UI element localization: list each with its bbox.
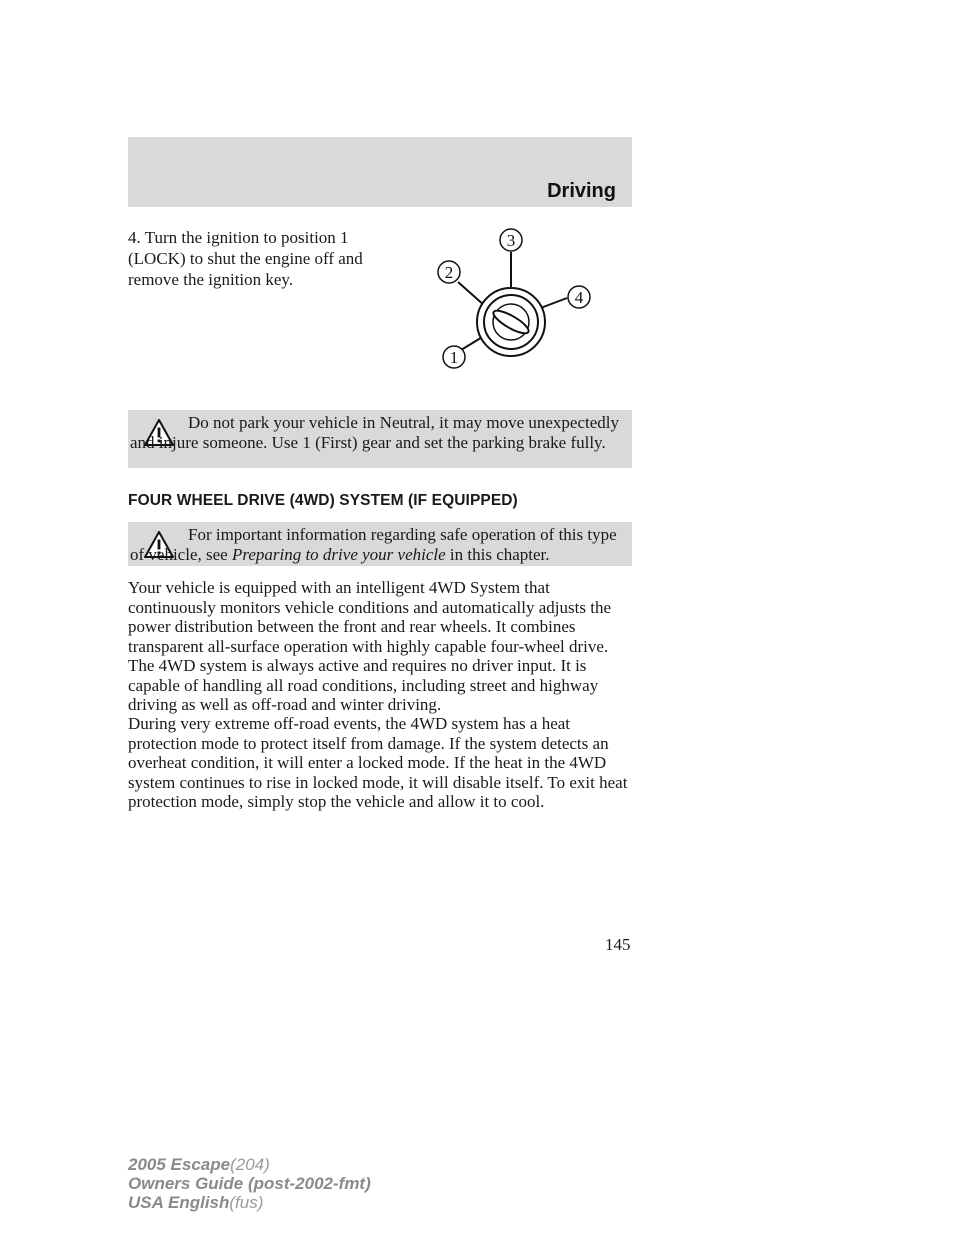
warning-text-after: in this chapter. <box>445 544 550 564</box>
svg-text:3: 3 <box>506 231 516 250</box>
ignition-cylinder-icon <box>477 288 545 356</box>
4wd-section-heading: FOUR WHEEL DRIVE (4WD) SYSTEM (IF EQUIPPED) <box>128 492 518 509</box>
section-title: Driving <box>547 180 616 202</box>
position-2-leader <box>458 282 485 306</box>
paragraph-always-active: The 4WD system is always active and requires no driver input. It is capable of handling all road conditions, including street and highway driving as well as off-road and winter driving. <box>128 656 599 714</box>
chapter-reference: Preparing to drive your vehicle <box>231 544 446 564</box>
paragraph-heat-protection: During very extreme off-road events, the 4WD system has a heat protection mode to protect itself from damage. If the system detects an overheat condition, it will enter a locked mode. If the heat in the 4WD system continues to rise in locked mode, it will disable itself. To exit heat protection mode, simply stop the vehicle and allow it to cool. <box>128 714 628 811</box>
paragraph-intelligent-4wd: Your vehicle is equipped with an intelligent 4WD System that continuously monitors vehicle conditions and automatically adjusts the power distribution between the front and rear wheels. It combines transparent all-surface operation with highly capable four-wheel drive. <box>128 578 611 656</box>
position-3-label <box>500 229 522 251</box>
footer-line-language: USA English(fus) <box>128 1193 264 1212</box>
section-header-band <box>128 137 632 207</box>
position-1-label <box>443 346 465 368</box>
page-number: 145 <box>605 935 631 954</box>
svg-text:1: 1 <box>449 348 459 367</box>
warning-text: Do not park your vehicle in Neutral, it may move unexpectedly and injure someone. Use 1 (First) gear and set the parking brake fully. <box>130 413 620 452</box>
neutral-parking-warning <box>128 410 632 468</box>
warning-text-before: For important information regarding safe operation of this type of vehicle, see <box>130 525 617 564</box>
footer-line-guide: Owners Guide (post-2002-fmt) <box>128 1174 371 1193</box>
position-2-label <box>438 261 460 283</box>
document-footer <box>128 1155 371 1212</box>
svg-text:2: 2 <box>444 263 454 282</box>
safe-operation-warning <box>128 522 632 566</box>
svg-text:4: 4 <box>574 288 584 307</box>
position-4-label <box>568 286 590 308</box>
footer-line-model: 2005 Escape(204) <box>128 1155 270 1174</box>
step-4-text: 4. Turn the ignition to position 1 (LOCK) to shut the engine off and remove the ignition key. <box>128 228 363 289</box>
ignition-position-diagram <box>420 222 595 380</box>
warning-text <box>130 525 626 564</box>
